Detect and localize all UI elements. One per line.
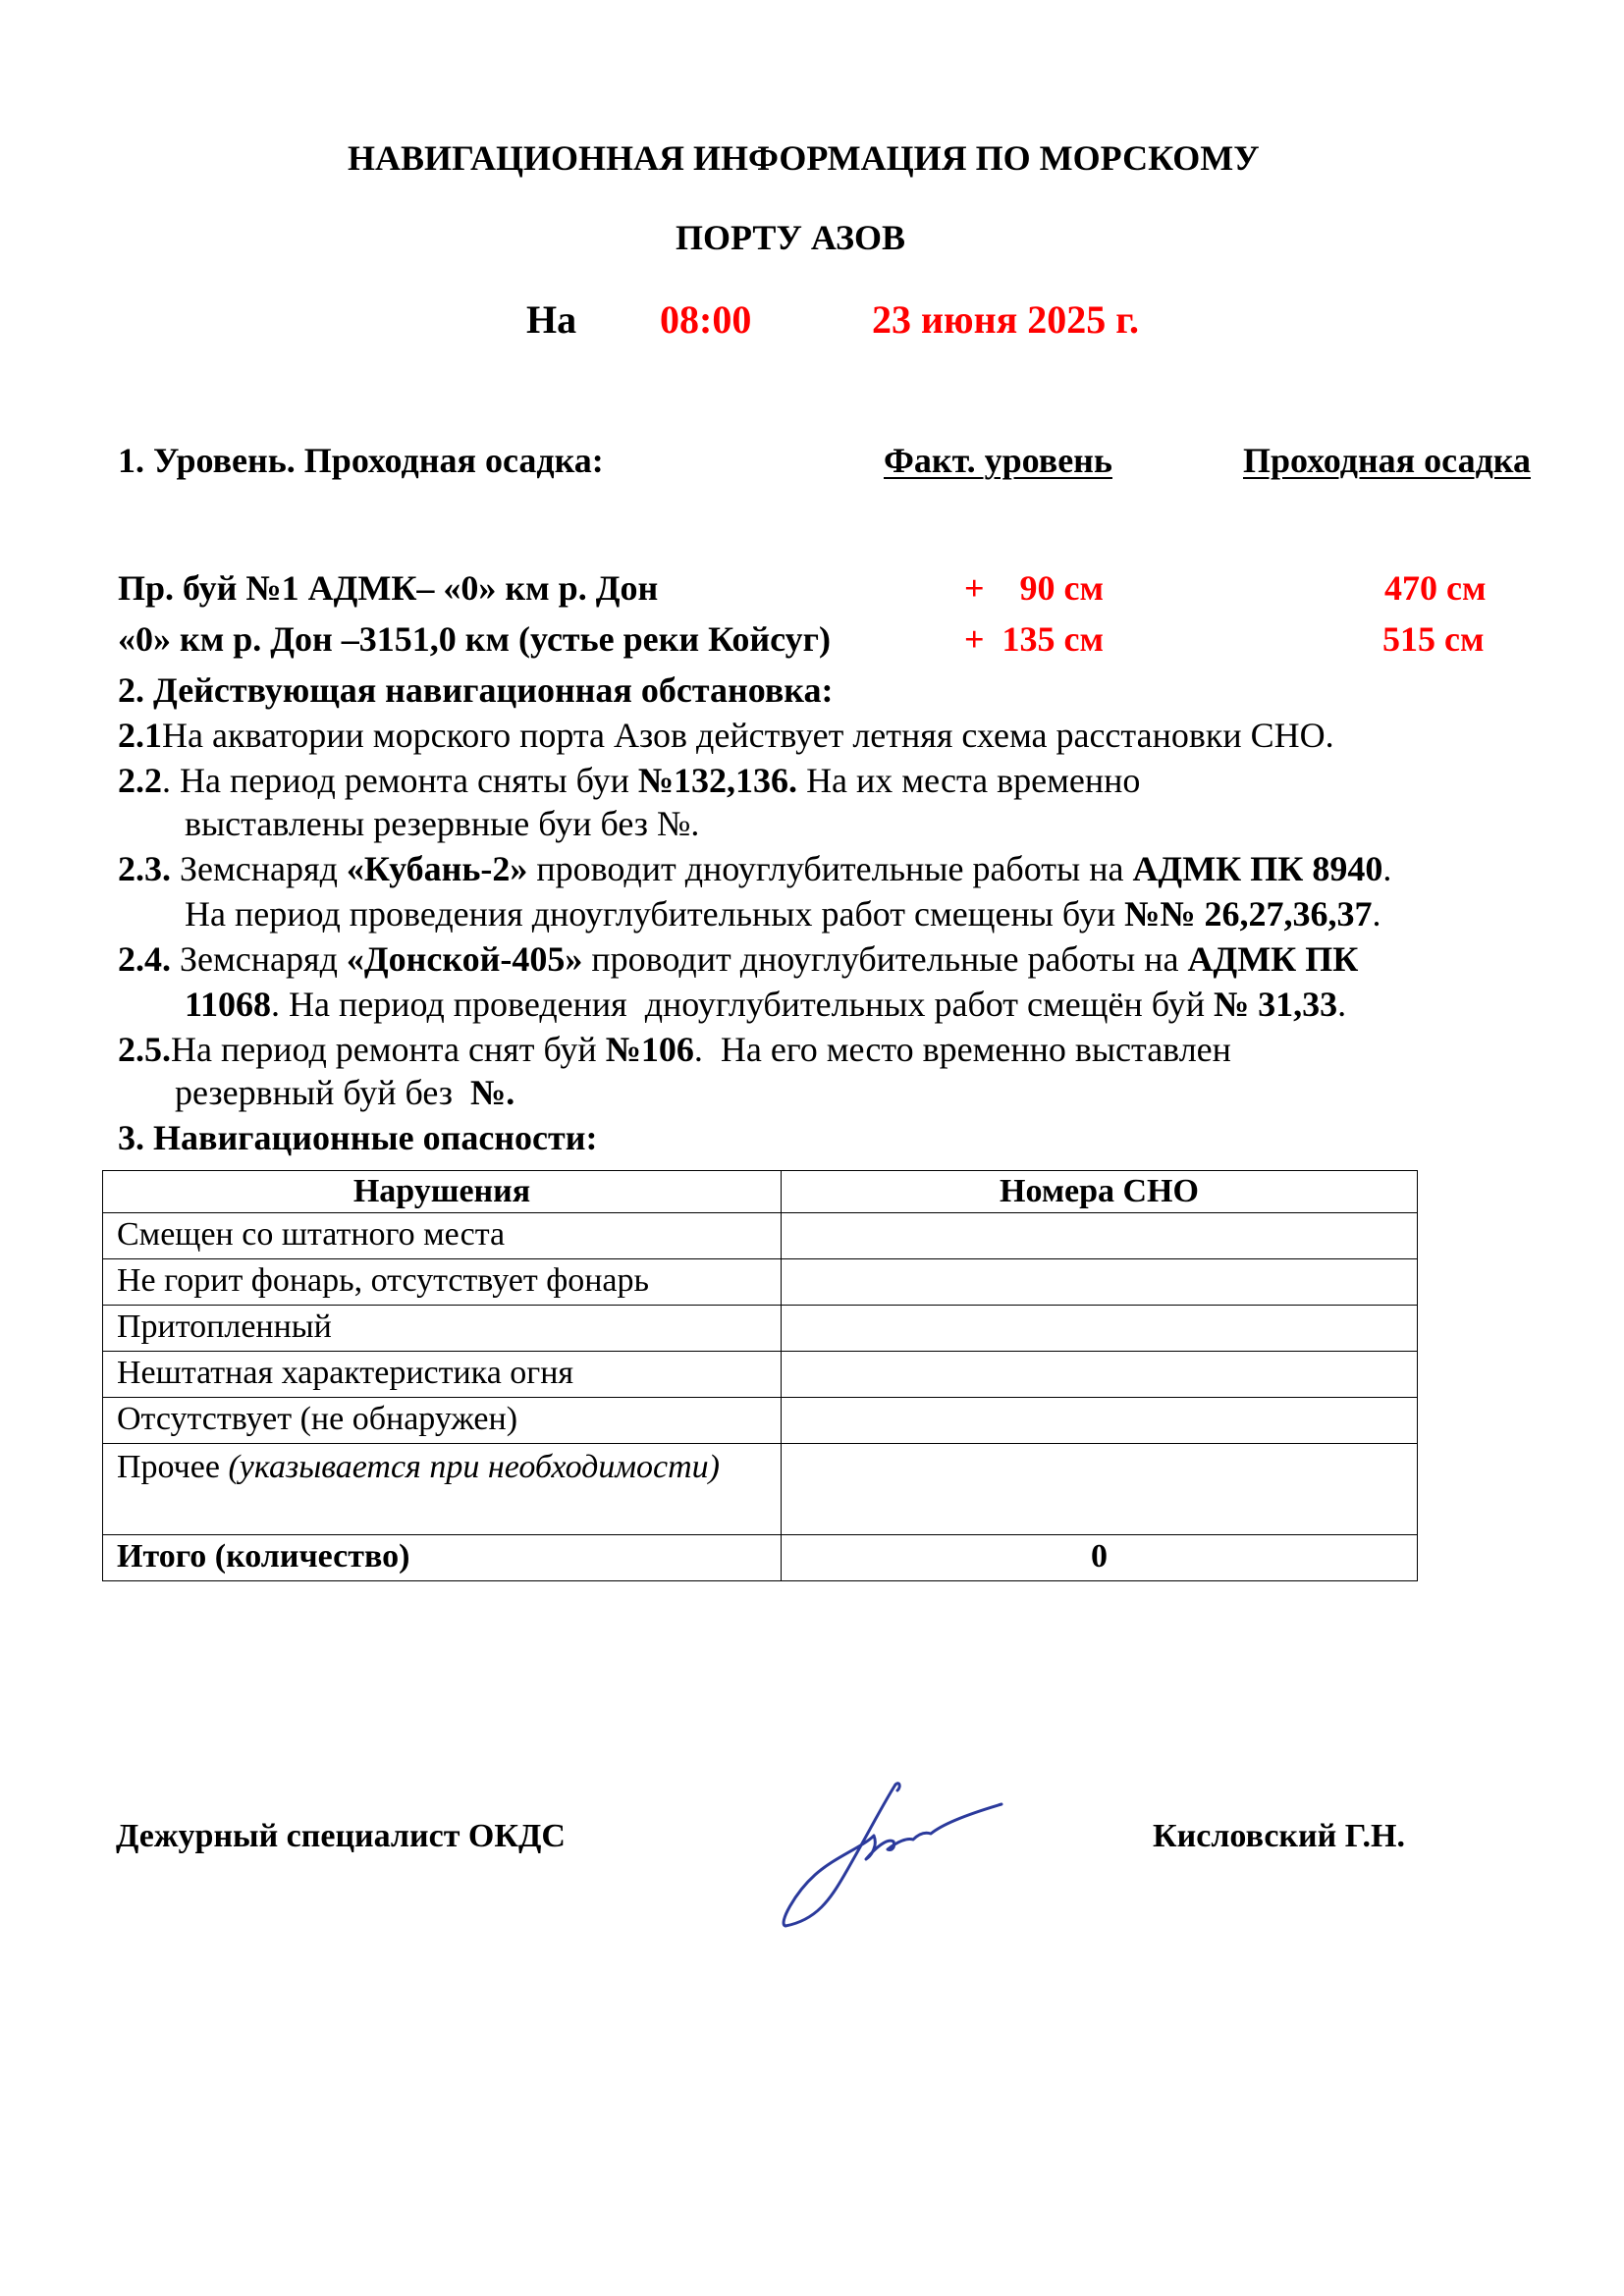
item-2-3-line2 bbox=[185, 893, 1381, 934]
signature-flourish bbox=[895, 1784, 899, 1790]
table-row bbox=[103, 1352, 1418, 1398]
item-2-4-location: АДМК ПК bbox=[1187, 939, 1359, 979]
item-2-3-line2-end: . bbox=[1372, 894, 1381, 934]
report-date: 23 июня 2025 г. bbox=[872, 297, 1139, 342]
level-row-2-label: «0» км р. Дон –3151,0 км (устье реки Койсуг) bbox=[118, 619, 831, 659]
other-label-cell bbox=[103, 1444, 782, 1535]
header-sno-numbers: Номера СНО bbox=[782, 1171, 1418, 1213]
item-2-4-line2 bbox=[185, 984, 1346, 1025]
total-value: 0 bbox=[782, 1535, 1418, 1581]
document-title-line2: ПОРТУ АЗОВ bbox=[676, 218, 905, 257]
section3-title: 3. Навигационные опасности: bbox=[118, 1118, 598, 1157]
violation-label: Нештатная характеристика огня bbox=[103, 1352, 782, 1398]
item-2-3-text-cont: проводит дноуглубительные работы на bbox=[527, 849, 1133, 888]
item-2-2-line1 bbox=[118, 760, 1140, 801]
column-passing-draft: Проходная осадка bbox=[1243, 441, 1531, 480]
item-2-3-number: 2.3. bbox=[118, 849, 171, 888]
header-violations: Нарушения bbox=[103, 1171, 782, 1213]
violation-value bbox=[782, 1213, 1418, 1259]
item-2-4-line2-text: . На период проведения дноуглубительных работ смещён буй bbox=[271, 985, 1214, 1024]
signer-name: Кисловский Г.Н. bbox=[1153, 1818, 1405, 1854]
table-row bbox=[103, 1306, 1418, 1352]
column-fact-level: Факт. уровень bbox=[884, 441, 1112, 480]
item-2-3-dredger: «Кубань-2» bbox=[346, 849, 528, 888]
item-2-3-period: . bbox=[1382, 849, 1392, 888]
item-2-5-text: На период ремонта снят буй bbox=[171, 1030, 606, 1069]
item-2-2-buoys: №132,136. bbox=[637, 761, 798, 800]
item-2-4-text-cont: проводит дноуглубительные работы на bbox=[582, 939, 1188, 979]
item-2-4-number: 2.4. bbox=[118, 939, 171, 979]
item-2-3-text: Земснаряд bbox=[171, 849, 347, 888]
violation-label: Отсутствует (не обнаружен) bbox=[103, 1398, 782, 1444]
section1-title: 1. Уровень. Проходная осадка: bbox=[118, 441, 604, 480]
level-row-1-fact: + 90 см bbox=[964, 568, 1105, 608]
signer-position: Дежурный специалист ОКДС bbox=[116, 1818, 566, 1854]
signature-icon bbox=[776, 1777, 1011, 1934]
item-2-5-no: №. bbox=[470, 1073, 515, 1112]
item-2-1-number: 2.1 bbox=[118, 716, 162, 755]
item-2-4-text: Земснаряд bbox=[171, 939, 347, 979]
violation-value bbox=[782, 1352, 1418, 1398]
item-2-3-line2-text: На период проведения дноуглубительных работ смещены буи bbox=[185, 894, 1125, 934]
item-2-1 bbox=[118, 715, 1334, 756]
item-2-4-line1 bbox=[118, 938, 1358, 980]
document-title-line1: НАВИГАЦИОННАЯ ИНФОРМАЦИЯ ПО МОРСКОМУ bbox=[348, 138, 1260, 178]
item-2-5-line1 bbox=[118, 1029, 1231, 1070]
item-2-5-text-cont: . На его место временно выставлен bbox=[693, 1030, 1231, 1069]
item-2-3-location: АДМК ПК 8940 bbox=[1132, 849, 1383, 888]
item-2-3-buoys: №№ 26,27,36,37 bbox=[1124, 894, 1373, 934]
item-2-5-buoy: №106 bbox=[605, 1030, 694, 1069]
level-row-1-draft: 470 см bbox=[1384, 568, 1487, 608]
table-row bbox=[103, 1259, 1418, 1306]
item-2-2-line2: выставлены резервные буи без №. bbox=[185, 804, 700, 843]
signature-stroke bbox=[784, 1785, 1001, 1926]
item-2-4-buoys: № 31,33 bbox=[1213, 985, 1338, 1024]
section2-title: 2. Действующая навигационная обстановка: bbox=[118, 670, 834, 710]
item-2-3-line1 bbox=[118, 848, 1391, 889]
item-2-2-text-cont: На их места временно bbox=[797, 761, 1141, 800]
item-2-4-dredger: «Донской-405» bbox=[346, 939, 583, 979]
item-2-5-line2 bbox=[175, 1072, 514, 1113]
item-2-2-text: . На период ремонта сняты буи bbox=[162, 761, 638, 800]
level-row-2-draft: 515 см bbox=[1382, 619, 1485, 659]
total-label: Итого (количество) bbox=[103, 1535, 782, 1581]
violation-label: Притопленный bbox=[103, 1306, 782, 1352]
table-row bbox=[103, 1398, 1418, 1444]
other-label: Прочее bbox=[117, 1449, 229, 1485]
other-value bbox=[782, 1444, 1418, 1535]
violation-value bbox=[782, 1259, 1418, 1306]
item-2-4-line2-end: . bbox=[1337, 985, 1347, 1024]
violation-value bbox=[782, 1306, 1418, 1352]
level-row-2-fact: + 135 см bbox=[964, 619, 1105, 659]
hazards-table bbox=[102, 1170, 1418, 1581]
item-2-2-number: 2.2 bbox=[118, 761, 162, 800]
violation-label: Не горит фонарь, отсутствует фонарь bbox=[103, 1259, 782, 1306]
item-2-5-line2-text: резервный буй без bbox=[175, 1073, 471, 1112]
item-2-5-number: 2.5. bbox=[118, 1030, 171, 1069]
violation-label: Смещен со штатного места bbox=[103, 1213, 782, 1259]
report-time: 08:00 bbox=[660, 297, 752, 342]
item-2-1-text: На акватории морского порта Азов действует летняя схема расстановки СНО. bbox=[162, 716, 1334, 755]
other-note: (указывается при необходимости) bbox=[228, 1449, 720, 1485]
item-2-4-pk: 11068 bbox=[185, 985, 272, 1024]
date-prefix: На bbox=[526, 297, 577, 342]
level-row-1-label: Пр. буй №1 АДМК– «0» км р. Дон bbox=[118, 568, 659, 608]
violation-value bbox=[782, 1398, 1418, 1444]
table-row-other bbox=[103, 1444, 1418, 1535]
table-total-row bbox=[103, 1535, 1418, 1581]
table-header-row bbox=[103, 1171, 1418, 1213]
table-row bbox=[103, 1213, 1418, 1259]
